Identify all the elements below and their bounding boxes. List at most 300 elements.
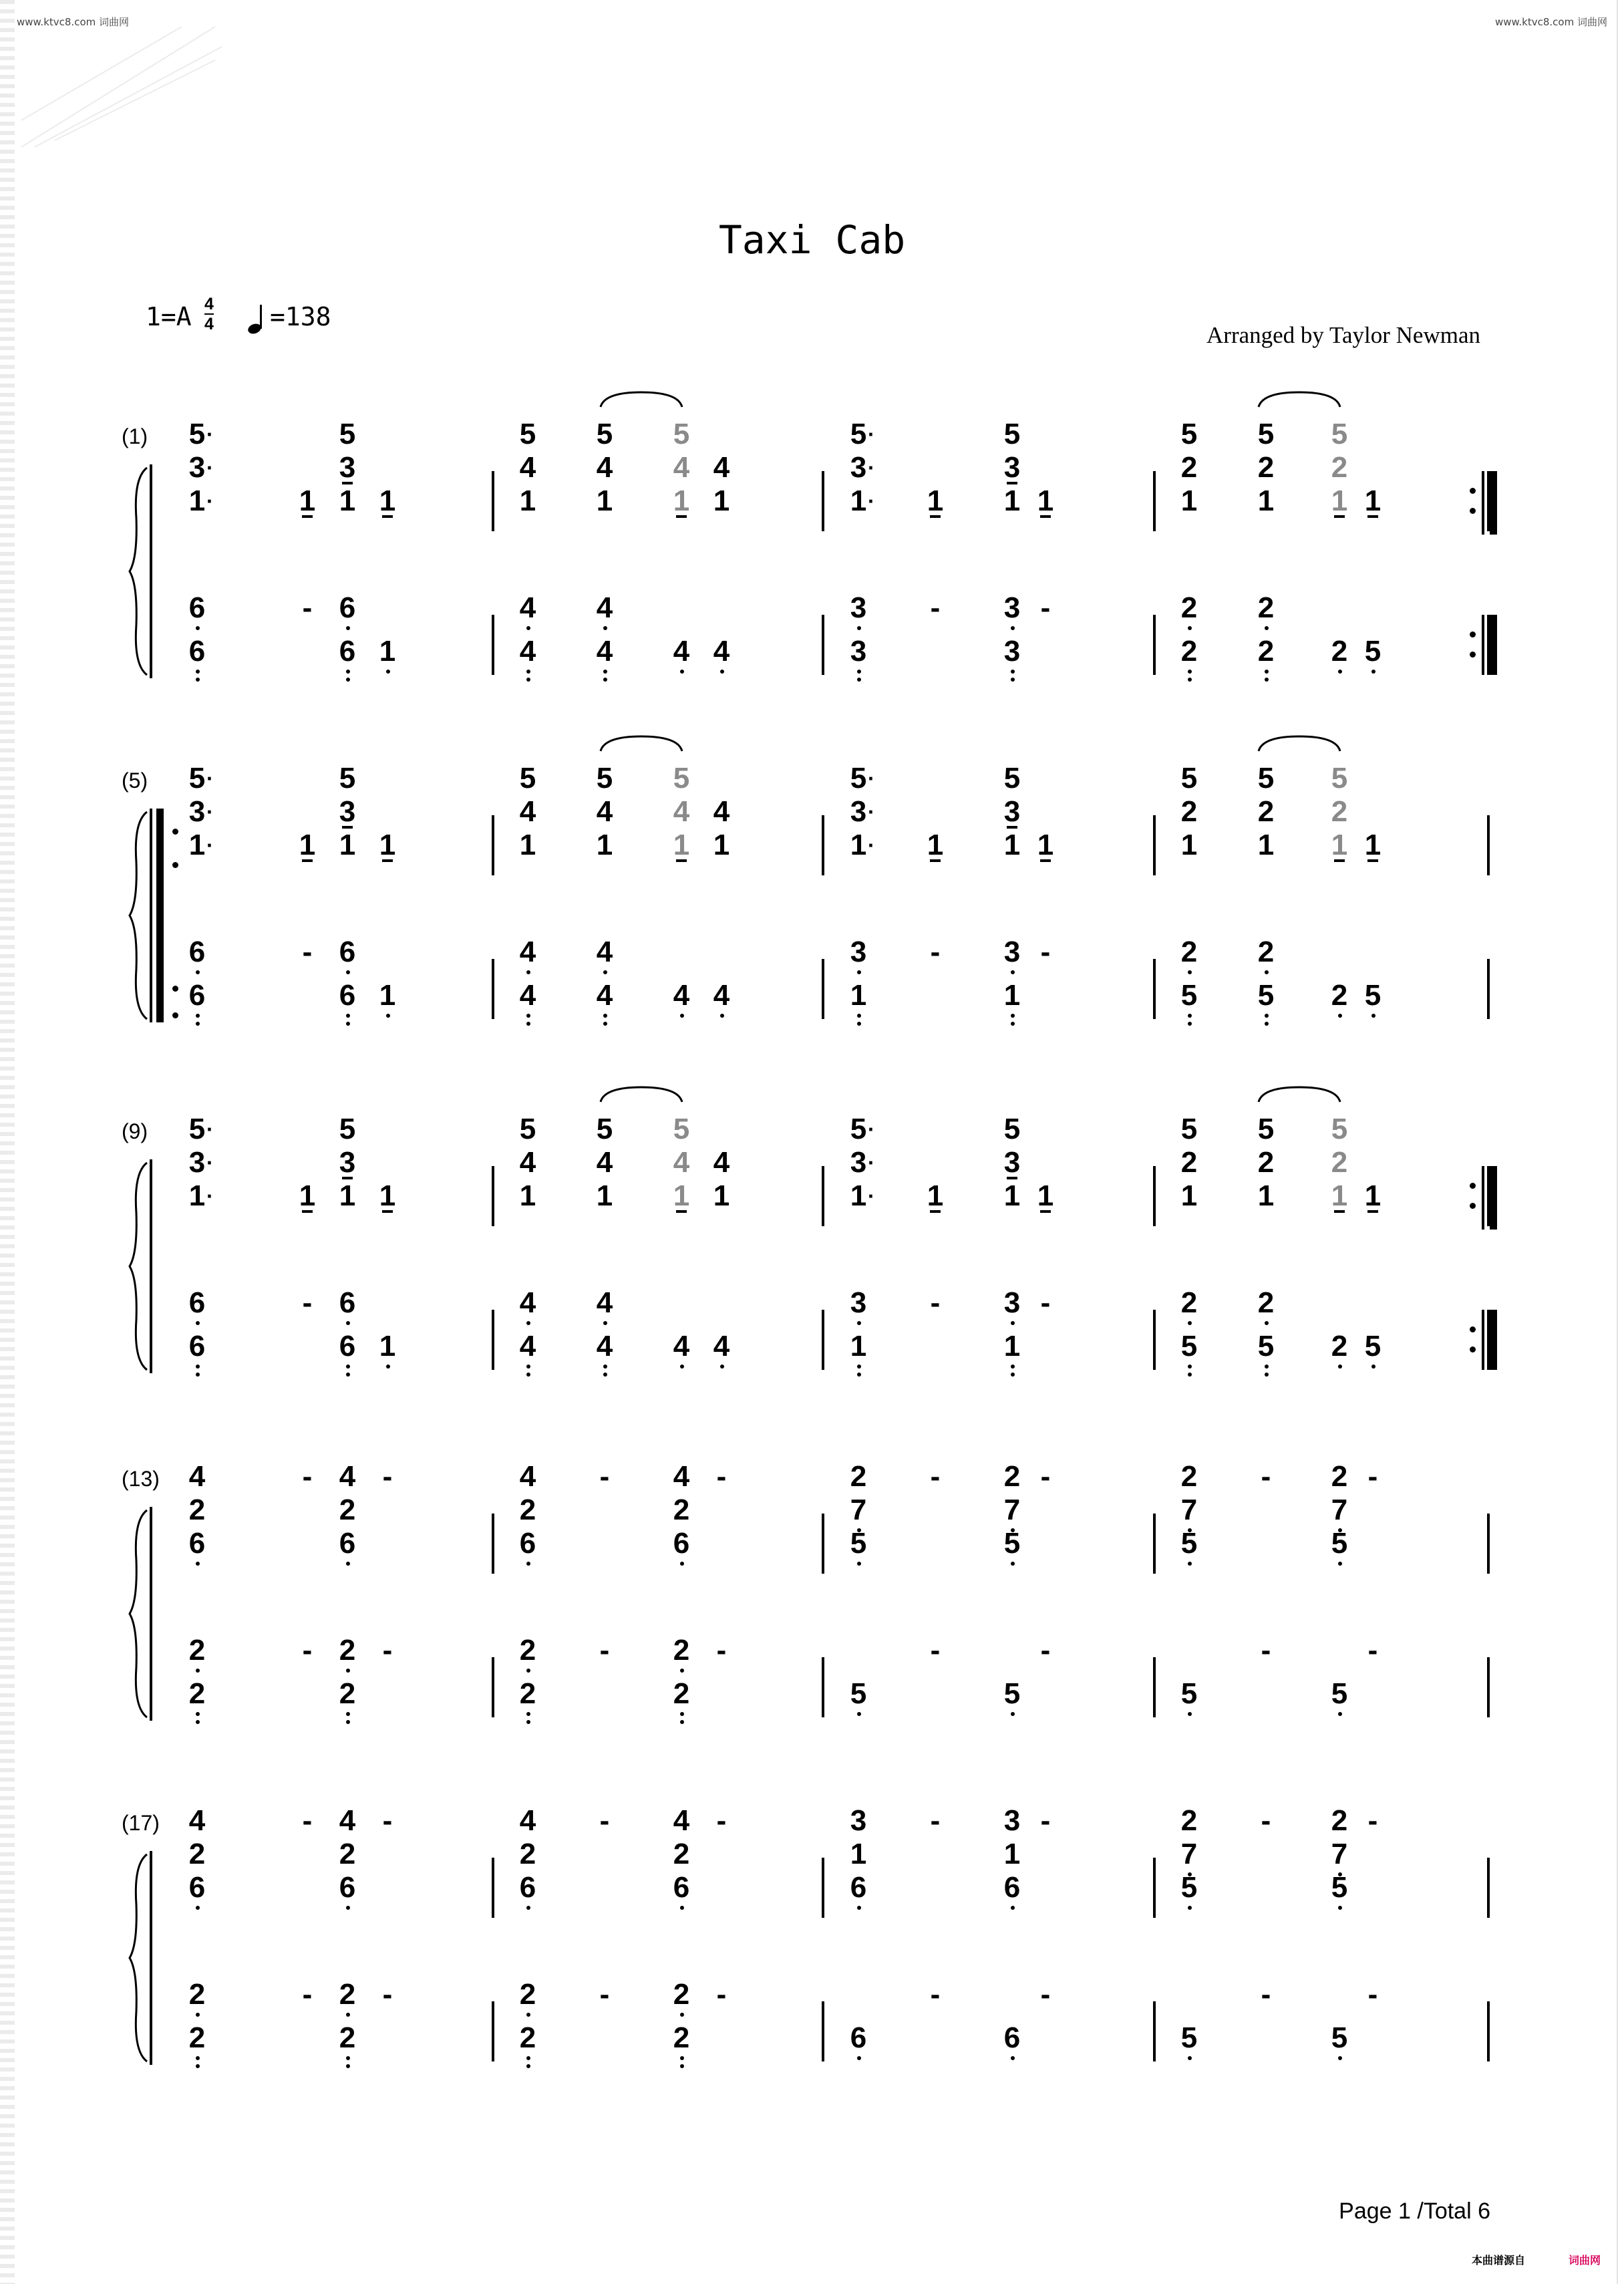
- low-octave-dot: [1265, 670, 1269, 674]
- treble-note: [838, 418, 878, 451]
- note-digit: 1: [379, 829, 396, 861]
- treble-note: [367, 1179, 408, 1213]
- bass-note: [701, 979, 742, 1012]
- low-octave-dot: [196, 1022, 200, 1026]
- note-digit: -: [930, 1804, 941, 1837]
- bass-note: [508, 1677, 548, 1711]
- note-digit: -: [1040, 1286, 1051, 1319]
- eighth-underline: [1334, 1210, 1345, 1213]
- note-digit: -: [1040, 1460, 1051, 1493]
- low-octave-dot: [1338, 1712, 1342, 1716]
- note-digit: 2: [339, 1677, 356, 1710]
- final-bar-line: [1487, 815, 1490, 875]
- treble-note: [177, 762, 217, 795]
- treble-note: [327, 1838, 367, 1871]
- treble-note: [661, 829, 701, 862]
- note-digit: 4: [596, 795, 613, 828]
- low-octave-dot: [1011, 1712, 1015, 1716]
- low-octave-dot: [526, 678, 530, 682]
- bass-note: [1246, 1286, 1286, 1320]
- note-digit: -: [599, 1460, 610, 1493]
- low-octave-dot: [196, 2013, 200, 2017]
- low-octave-dot: [1011, 626, 1015, 630]
- eighth-underline: [930, 1210, 941, 1213]
- note-digit: 5: [1180, 762, 1198, 795]
- eighth-underline: [382, 515, 393, 518]
- treble-note: [992, 418, 1032, 451]
- low-octave-dot: [720, 1365, 724, 1369]
- treble-note: [585, 484, 625, 518]
- treble-note: [661, 1460, 701, 1493]
- note-digit: 4: [596, 979, 613, 1012]
- note-digit: 4: [596, 591, 613, 624]
- treble-note: [177, 1460, 217, 1493]
- note-digit: -: [382, 1460, 393, 1493]
- note-digit: 1: [379, 484, 396, 517]
- low-octave-dot: [526, 1720, 530, 1724]
- low-octave-dot: [386, 1365, 390, 1369]
- treble-note: [327, 418, 367, 451]
- tie-slur: [1256, 734, 1343, 754]
- note-digit: 2: [339, 1838, 356, 1870]
- low-octave-dot: [196, 1365, 200, 1369]
- eighth-underline: [382, 859, 393, 862]
- low-octave-dot: [1265, 1014, 1269, 1018]
- note-digit: 1: [379, 979, 396, 1012]
- bass-note: [585, 1978, 625, 2011]
- note-digit: 2: [1331, 1460, 1348, 1493]
- bar-line: [492, 1657, 494, 1717]
- bass-note: [992, 979, 1032, 1012]
- treble-note: [367, 829, 408, 862]
- treble-note: [1169, 451, 1209, 484]
- bass-note: [327, 1634, 367, 1667]
- note-digit: 6: [339, 635, 356, 668]
- treble-note: [838, 1493, 878, 1527]
- bass-note: [287, 1286, 327, 1320]
- note-digit: 3: [339, 1146, 356, 1179]
- corner-decoration: [15, 20, 228, 154]
- note-digit: -: [1261, 1804, 1271, 1837]
- bass-note: [1025, 1634, 1066, 1667]
- note-digit: 3: [1003, 936, 1021, 968]
- treble-note: [992, 762, 1032, 795]
- note-digit: 4: [713, 451, 730, 484]
- note-digit: 2: [1180, 1460, 1198, 1493]
- low-octave-dot: [1011, 678, 1015, 682]
- note-digit: 6: [519, 1871, 536, 1904]
- note-digit: 4: [713, 795, 730, 828]
- bar-line: [492, 471, 494, 531]
- treble-note: [838, 1527, 878, 1560]
- treble-note: [838, 1179, 878, 1213]
- bar-line: [822, 815, 824, 875]
- note-digit: 3: [1003, 635, 1021, 668]
- repeat-dot: [172, 1012, 178, 1018]
- note-digit: 4: [188, 1804, 206, 1837]
- note-digit: 5: [1180, 1677, 1198, 1710]
- note-digit: 5: [850, 1527, 867, 1560]
- note-digit: 1: [850, 979, 867, 1012]
- treble-note: [838, 1838, 878, 1871]
- treble-note: [1169, 1113, 1209, 1146]
- note-digit: -: [1040, 936, 1051, 968]
- note-digit: 4: [596, 1286, 613, 1319]
- augmentation-dot: ·: [206, 1117, 214, 1141]
- note-digit: -: [930, 1978, 941, 2011]
- bass-note: [1319, 2021, 1359, 2055]
- note-digit: 5: [850, 1113, 867, 1145]
- treble-note: [661, 795, 701, 829]
- bass-note: [1319, 1677, 1359, 1711]
- note-digit: 2: [519, 1493, 536, 1526]
- low-octave-dot: [1011, 2056, 1015, 2060]
- bass-note: [367, 635, 408, 668]
- note-digit: 5: [850, 418, 867, 450]
- low-octave-dot: [1265, 1365, 1269, 1369]
- low-octave-dot: [346, 626, 350, 630]
- note-digit: 1: [1331, 484, 1348, 517]
- treble-note: [701, 1460, 742, 1493]
- low-octave-dot: [1265, 970, 1269, 974]
- note-digit: 5: [673, 762, 690, 795]
- repeat-dot: [172, 862, 178, 868]
- note-digit: -: [716, 1804, 727, 1837]
- treble-note: [838, 451, 878, 484]
- augmentation-dot: ·: [868, 800, 875, 824]
- low-octave-dot: [196, 1373, 200, 1377]
- note-digit: -: [1261, 1978, 1271, 2011]
- low-octave-dot: [1265, 678, 1269, 682]
- note-digit: 1: [1257, 829, 1275, 861]
- bass-note: [1169, 936, 1209, 969]
- note-digit: 4: [713, 1330, 730, 1363]
- treble-note: [701, 1146, 742, 1179]
- augmentation-dot: ·: [206, 766, 214, 791]
- treble-note: [177, 418, 217, 451]
- note-digit: 2: [519, 1978, 536, 2011]
- note-digit: 4: [673, 1146, 690, 1179]
- low-octave-dot: [857, 1365, 861, 1369]
- bass-note: [327, 979, 367, 1012]
- low-octave-dot: [857, 678, 861, 682]
- note-digit: 1: [299, 1179, 316, 1212]
- treble-note: [1169, 484, 1209, 518]
- low-octave-dot: [1011, 1321, 1015, 1325]
- low-octave-dot: [603, 678, 607, 682]
- bass-note: [177, 1634, 217, 1667]
- note-digit: 3: [850, 591, 867, 624]
- treble-note: [1319, 1871, 1359, 1904]
- eighth-underline: [930, 859, 941, 862]
- note-digit: -: [930, 1286, 941, 1319]
- note-digit: 1: [1037, 1179, 1054, 1212]
- treble-note: [1246, 484, 1286, 518]
- note-digit: 6: [519, 1527, 536, 1560]
- low-octave-dot: [1265, 626, 1269, 630]
- bar-line: [822, 1166, 824, 1226]
- note-digit: 5: [1180, 1527, 1198, 1560]
- bass-note: [585, 1286, 625, 1320]
- note-digit: -: [1367, 1978, 1378, 2011]
- time-signature-bottom: 4: [204, 315, 214, 333]
- low-octave-dot: [603, 626, 607, 630]
- note-digit: 2: [339, 1634, 356, 1667]
- bass-note: [1025, 591, 1066, 625]
- bass-note: [838, 979, 878, 1012]
- bass-note: [1246, 1330, 1286, 1363]
- bass-note: [838, 1677, 878, 1711]
- bar-line: [822, 615, 824, 675]
- bass-note: [508, 1634, 548, 1667]
- treble-note: [508, 1838, 548, 1871]
- note-digit: 5: [1003, 1527, 1021, 1560]
- treble-note: [661, 418, 701, 451]
- note-digit: 2: [519, 1677, 536, 1710]
- eighth-underline: [676, 515, 687, 518]
- treble-note: [508, 829, 548, 862]
- bass-note: [327, 635, 367, 668]
- treble-note: [661, 1871, 701, 1904]
- note-digit: 1: [1003, 1838, 1021, 1870]
- bass-note: [287, 1634, 327, 1667]
- note-digit: 5: [1331, 418, 1348, 450]
- bass-note: [838, 591, 878, 625]
- header-source-left: www.ktvc8.com 词曲网: [17, 16, 130, 28]
- low-octave-dot: [526, 670, 530, 674]
- treble-note: [1353, 1804, 1393, 1838]
- eighth-underline: [382, 1210, 393, 1213]
- measure-number: (1): [122, 424, 148, 448]
- bass-note: [1169, 979, 1209, 1012]
- note-digit: 5: [850, 762, 867, 795]
- note-digit: 2: [1331, 1804, 1348, 1837]
- low-octave-dot: [1011, 670, 1015, 674]
- note-digit: 1: [1003, 484, 1021, 517]
- low-octave-dot: [1265, 1373, 1269, 1377]
- low-octave-dot: [526, 2056, 530, 2060]
- treble-note: [177, 1871, 217, 1904]
- augmentation-dot: ·: [868, 1117, 875, 1141]
- note-digit: 4: [519, 1460, 536, 1493]
- bass-note: [367, 1330, 408, 1363]
- low-octave-dot: [346, 1562, 350, 1566]
- bass-note: [1353, 635, 1393, 668]
- bar-line: [1153, 615, 1156, 675]
- note-digit: 1: [596, 484, 613, 517]
- treble-note: [1353, 829, 1393, 862]
- low-octave-dot: [526, 1373, 530, 1377]
- eighth-underline: [676, 1210, 687, 1213]
- low-octave-dot: [1188, 1906, 1192, 1910]
- note-digit: 2: [673, 1677, 690, 1710]
- note-digit: 4: [519, 936, 536, 968]
- low-octave-dot: [1011, 970, 1015, 974]
- note-digit: 6: [339, 979, 356, 1012]
- bar-line: [822, 1858, 824, 1918]
- treble-note: [327, 1871, 367, 1904]
- note-digit: 1: [596, 1179, 613, 1212]
- treble-note: [1169, 1146, 1209, 1179]
- bar-line: [1153, 959, 1156, 1019]
- note-digit: 5: [596, 762, 613, 795]
- bar-line: [492, 615, 494, 675]
- bar-line: [822, 1310, 824, 1370]
- low-octave-dot: [346, 1906, 350, 1910]
- treble-note: [661, 484, 701, 518]
- bar-line: [492, 1310, 494, 1370]
- note-digit: 2: [1003, 1460, 1021, 1493]
- bass-note: [177, 1330, 217, 1363]
- source-logo: 词曲网: [1568, 2255, 1601, 2267]
- treble-note: [1169, 1493, 1209, 1527]
- note-digit: 2: [1180, 451, 1198, 484]
- bass-note: [508, 635, 548, 668]
- eighth-underline: [1367, 515, 1378, 518]
- bass-note: [838, 2021, 878, 2055]
- note-digit: 3: [188, 1146, 206, 1179]
- time-signature-top: 4: [204, 295, 214, 313]
- augmentation-dot: ·: [206, 422, 214, 446]
- bass-note: [508, 979, 548, 1012]
- bass-note: [1025, 1978, 1066, 2011]
- note-digit: 1: [519, 484, 536, 517]
- bar-line: [822, 959, 824, 1019]
- note-digit: 5: [1180, 1330, 1198, 1363]
- bass-note: [508, 1286, 548, 1320]
- bass-note: [508, 1978, 548, 2011]
- low-octave-dot: [346, 1669, 350, 1673]
- note-digit: -: [930, 936, 941, 968]
- treble-note: [177, 1179, 217, 1213]
- treble-note: [1353, 1460, 1393, 1493]
- note-digit: 2: [1331, 451, 1348, 484]
- note-digit: 2: [1180, 635, 1198, 668]
- eighth-underline: [930, 515, 941, 518]
- note-digit: 6: [339, 1330, 356, 1363]
- treble-note: [992, 451, 1032, 484]
- start-repeat-thick-bar: [156, 809, 164, 1022]
- arranger-credit: Arranged by Taylor Newman: [1206, 322, 1480, 348]
- treble-note: [1169, 418, 1209, 451]
- low-octave-dot: [1338, 1906, 1342, 1910]
- low-octave-dot: [196, 1669, 200, 1673]
- low-octave-dot: [857, 1562, 861, 1566]
- low-octave-dot: [196, 1321, 200, 1325]
- treble-note: [838, 762, 878, 795]
- treble-note: [177, 1838, 217, 1871]
- treble-note: [508, 795, 548, 829]
- note-digit: -: [302, 1460, 313, 1493]
- note-digit: 6: [188, 1527, 206, 1560]
- treble-note: [1025, 1804, 1066, 1838]
- treble-note: [585, 418, 625, 451]
- note-digit: 6: [188, 1330, 206, 1363]
- bass-note: [585, 936, 625, 969]
- note-digit: 6: [188, 979, 206, 1012]
- bass-note: [585, 1330, 625, 1363]
- low-octave-dot: [1188, 970, 1192, 974]
- bass-note: [1246, 936, 1286, 969]
- note-digit: 4: [673, 979, 690, 1012]
- bass-note: [327, 1286, 367, 1320]
- treble-note: [287, 1179, 327, 1213]
- score-system: [0, 404, 1624, 752]
- bass-note: [661, 979, 701, 1012]
- header-source-right: www.ktvc8.com 词曲网: [1494, 16, 1607, 28]
- note-digit: 1: [673, 829, 690, 861]
- key-signature: 1=A: [146, 302, 192, 331]
- bass-note: [1246, 1978, 1286, 2011]
- treble-note: [1246, 451, 1286, 484]
- note-digit: 1: [379, 1179, 396, 1212]
- treble-note: [838, 1113, 878, 1146]
- note-digit: 7: [850, 1493, 867, 1526]
- bass-note: [992, 1677, 1032, 1711]
- treble-note: [838, 1146, 878, 1179]
- note-digit: 5: [850, 1677, 867, 1710]
- low-octave-dot: [196, 970, 200, 974]
- repeat-dot: [1470, 488, 1476, 494]
- treble-note: [1246, 1113, 1286, 1146]
- note-digit: 5: [1180, 2021, 1198, 2054]
- treble-note: [661, 762, 701, 795]
- note-digit: 4: [673, 635, 690, 668]
- low-octave-dot: [526, 1321, 530, 1325]
- final-bar-line: [1487, 2001, 1490, 2061]
- note-digit: 3: [1003, 1286, 1021, 1319]
- eighth-underline: [1367, 859, 1378, 862]
- low-octave-dot: [346, 678, 350, 682]
- low-octave-dot: [1338, 1014, 1342, 1018]
- low-octave-dot: [680, 1669, 684, 1673]
- note-digit: 6: [1003, 1871, 1021, 1904]
- bass-note: [1246, 635, 1286, 668]
- note-digit: 2: [339, 1978, 356, 2011]
- bass-note: [1025, 936, 1066, 969]
- note-digit: 1: [1331, 1179, 1348, 1212]
- low-octave-dot: [1188, 1022, 1192, 1026]
- low-octave-dot: [346, 1321, 350, 1325]
- note-digit: 5: [673, 1113, 690, 1145]
- treble-note: [1246, 1804, 1286, 1838]
- bass-note: [1169, 1677, 1209, 1711]
- treble-note: [838, 1460, 878, 1493]
- low-octave-dot: [346, 1014, 350, 1018]
- bass-note: [661, 1634, 701, 1667]
- treble-note: [508, 1804, 548, 1838]
- treble-note: [661, 1804, 701, 1838]
- low-octave-dot: [720, 1014, 724, 1018]
- note-digit: 1: [1364, 1179, 1382, 1212]
- treble-note: [177, 795, 217, 829]
- augmentation-dot: ·: [206, 833, 214, 857]
- note-digit: 7: [1331, 1493, 1348, 1526]
- treble-note: [1246, 795, 1286, 829]
- treble-note: [177, 451, 217, 484]
- augmentation-dot: ·: [206, 456, 214, 480]
- note-digit: 1: [1257, 1179, 1275, 1212]
- treble-note: [1319, 762, 1359, 795]
- low-octave-dot: [680, 1906, 684, 1910]
- note-digit: 6: [339, 1286, 356, 1319]
- note-digit: 6: [339, 936, 356, 968]
- bass-note: [177, 2021, 217, 2055]
- augmentation-dot: ·: [206, 800, 214, 824]
- note-digit: 6: [850, 1871, 867, 1904]
- low-octave-dot: [526, 1365, 530, 1369]
- note-digit: 1: [927, 484, 944, 517]
